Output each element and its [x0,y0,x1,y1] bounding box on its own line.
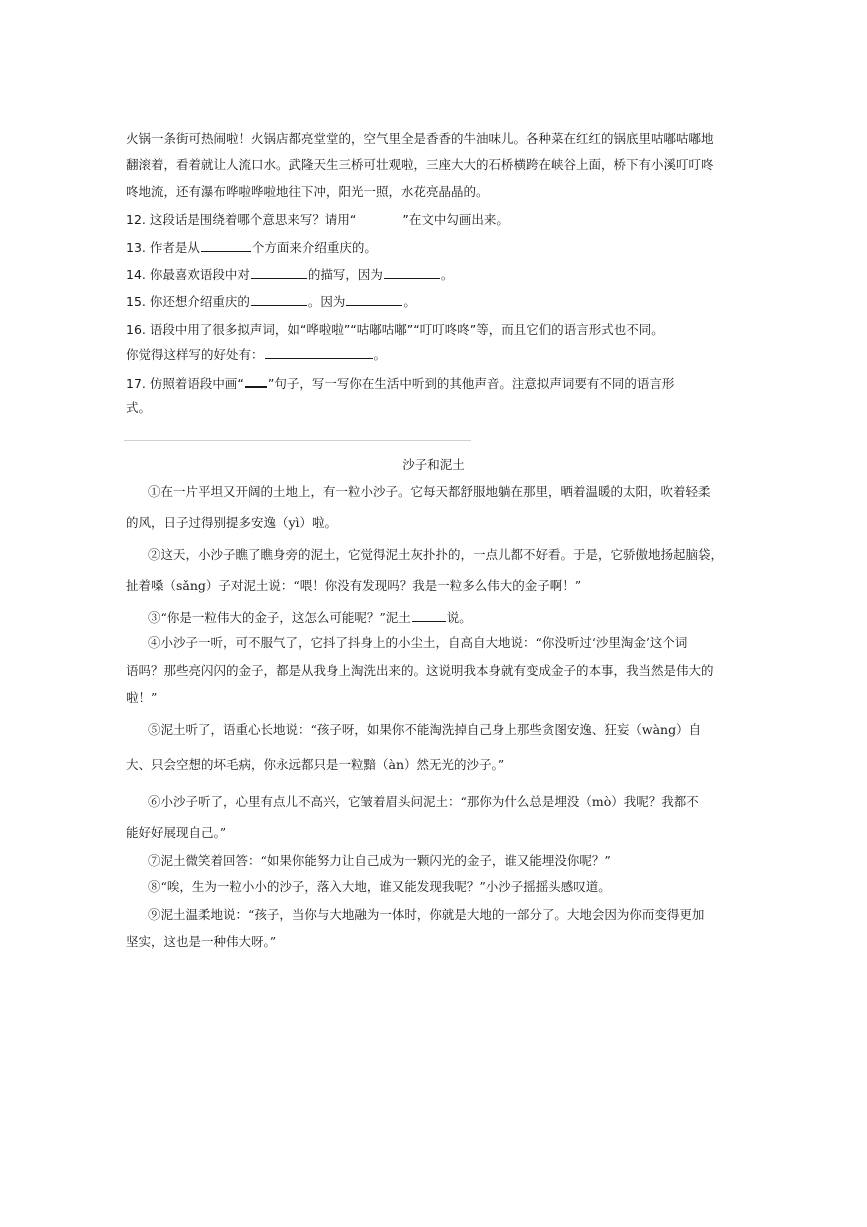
question-16-line-2 [126,346,726,363]
question-15-blank-1[interactable] [251,293,307,306]
passage-line-2: 翻滚着，看着就让人流口水。武隆天生三桥可壮观啦，三座大大的石桥横跨在峡谷上面，桥下有小溪叮叮咚 [126,157,714,172]
question-14-text-c: 。 [440,267,454,282]
question-17-underline-mark [245,374,267,388]
story-p3-text-b: 说。 [446,610,472,625]
story-p8: ⑧“唉，生为一粒小小的沙子，落入大地，谁又能发现我呢？”小沙子摇摇头感叹道。 [148,879,611,894]
question-12-mark-slot [357,212,401,224]
question-14-text-b: 的描写，因为 [307,267,383,282]
question-15 [126,293,726,310]
question-15-text-b: 。因为 [307,294,346,309]
story-p9-line-1: ⑨泥土温柔地说：“孩子，当你与大地融为一体时，你就是大地的一部分了。大地会因为你而变得更加 [148,907,705,922]
question-12 [126,212,726,228]
question-16-blank[interactable] [265,346,373,359]
question-12-text-a: 12. 这段话是围绕着哪个意思来写？请用“ [126,212,357,227]
question-17-line-2: 式。 [126,400,152,415]
story-p6-line-1: ⑥小沙子听了，心里有点儿不高兴，它皱着眉头问泥土：“那你为什么总是埋没（mò）我呢？我都不 [148,794,699,809]
story-p5-line-2: 大、只会空想的坏毛病，你永远都只是一粒黯（àn）然无光的沙子。” [126,757,505,772]
passage-line-1: 火锅一条街可热闹啦！火锅店都亮堂堂的，空气里全是香香的牛油味儿。各种菜在红红的锅底里咕嘟咕嘟地 [126,131,714,146]
question-16-text-b: 。 [373,347,387,362]
section-divider [124,440,471,441]
story-p4-line-2: 语吗？那些亮闪闪的金子，都是从我身上淘洗出来的。这说明我本身就有变成金子的本事，我当然是伟大的 [126,663,714,678]
question-14-blank-2[interactable] [384,266,440,279]
story-title: 沙子和泥土 [402,457,465,472]
question-16-text-a: 你觉得这样写的好处有： [126,347,264,362]
question-13-blank[interactable] [201,239,251,252]
story-p5-line-1: ⑤泥土听了，语重心长地说：“孩子呀，如果你不能淘洗掉自己身上那些贪图安逸、狂妄（wàng）自 [148,722,702,737]
story-p9-line-2: 坚实，这也是一种伟大呀。” [126,934,277,949]
story-p1-line-1: ①在一片平坦又开阔的土地上，有一粒小沙子。它每天都舒服地躺在那里，晒着温暖的太阳，吹着轻柔 [148,484,711,499]
question-14-blank-1[interactable] [251,266,307,279]
question-17-text-a: 17. 仿照着语段中画“ [126,376,244,391]
story-p7: ⑦泥土微笑着回答：“如果你能努力让自己成为一颗闪光的金子，谁又能埋没你呢？” [148,853,611,868]
question-15-text-a: 15. 你还想介绍重庆的 [126,294,250,309]
question-15-text-c: 。 [403,294,416,309]
question-12-text-b: ”在文中勾画出来。 [402,212,509,227]
question-14-text-a: 14. 你最喜欢语段中对 [126,267,250,282]
story-p4-line-1: ④小沙子一听，可不服气了，它抖了抖身上的小尘土，自高自大地说：“你没听过‘沙里淘金’这个词 [148,635,688,650]
story-p6-line-2: 能好好展现自己。” [126,825,227,840]
story-p1-line-2: 的风，日子过得别提多安逸（yì）啦。 [126,515,338,530]
question-14 [126,266,726,283]
story-p3-text-a: ③“你是一粒伟大的金子，这怎么可能呢？”泥土 [148,610,411,625]
story-p4-line-3: 啦！” [126,690,158,705]
question-15-blank-2[interactable] [346,293,402,306]
question-17-line-1 [126,374,726,392]
story-p2-line-1: ②这天，小沙子瞧了瞧身旁的泥土，它觉得泥土灰扑扑的，一点儿都不好看。于是，它骄傲地扬起脑袋， [148,547,724,562]
question-13 [126,239,726,256]
question-16-line-1: 16. 语段中用了很多拟声词，如“哗啦啦”“咕嘟咕嘟”“叮叮咚咚”等，而且它们的语言形式也不同。 [126,322,664,337]
story-p2-line-2: 扯着嗓（sǎng）子对泥土说：“喂！你没有发现吗？我是一粒多么伟大的金子啊！” [126,578,582,593]
story-p3 [148,609,748,626]
question-13-text-a: 13. 作者是从 [126,240,200,255]
story-p3-blank[interactable] [412,609,446,622]
passage-line-3: 咚地流，还有瀑布哗啦哗啦地往下冲，阳光一照，水花亮晶晶的。 [126,184,489,199]
question-17-text-b: ”句子，写一写你在生活中听到的其他声音。注意拟声词要有不同的语言形 [267,376,675,391]
question-13-text-b: 个方面来介绍重庆的。 [251,240,377,255]
